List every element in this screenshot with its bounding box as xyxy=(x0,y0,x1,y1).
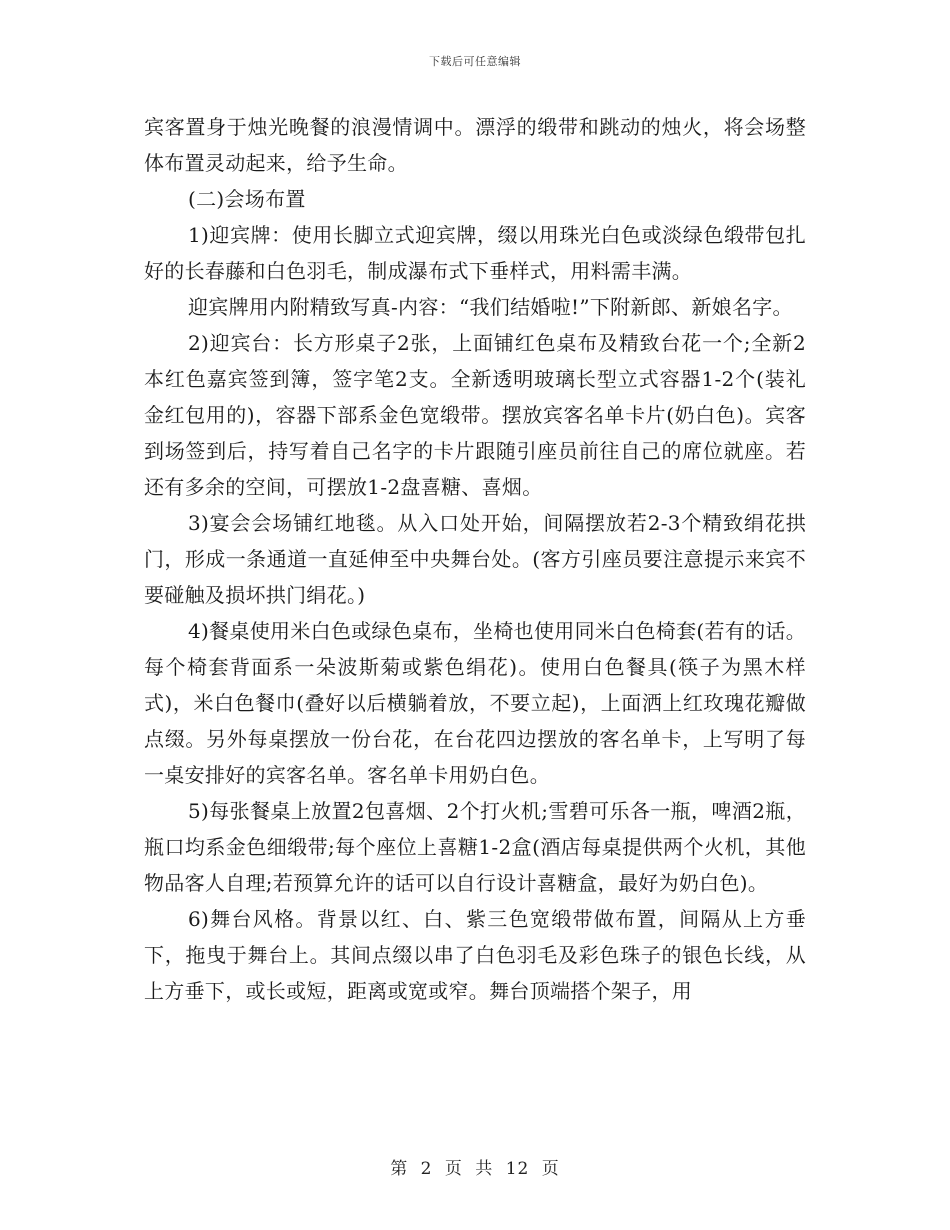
page-header: 下载后可任意编辑 xyxy=(429,55,521,68)
paragraph-red-carpet: 3)宴会会场铺红地毯。从入口处开始，间隔摆放若2-3个精致绢花拱门，形成一条通道一直延伸至中央舞台处。(客方引座员要注意提示来宾不要碰触及损坏拱门绢花。) xyxy=(144,511,806,607)
document-body xyxy=(144,109,806,1009)
paragraph-welcome-sign-content: 迎宾牌用内附精致写真-内容：“我们结婚啦!”下附新郎、新娘名字。 xyxy=(188,295,793,319)
paragraph-dining-tables: 4)餐桌使用米白色或绿色桌布，坐椅也使用同米白色椅套(若有的话。每个椅套背面系一朵波斯菊或紫色绢花)。使用白色餐具(筷子为黑木样式)，米白色餐巾(叠好以后横躺着放，不要立起)，上面洒上红玫瑰花瓣做点缀。另外每桌摆放一份台花，在台花四边摆放的客名单卡，上写明了每一桌安排好的宾客名单。客名单卡用奶白色。 xyxy=(144,619,806,787)
section-heading-venue-layout: (二)会场布置 xyxy=(188,187,306,211)
paragraph-welcome-desk: 2)迎宾台：长方形桌子2张，上面铺红色桌布及精致台花一个;全新2本红色嘉宾签到簿，签字笔2支。全新透明玻璃长型立式容器1-2个(装礼金红包用的)，容器下部系金色宽缎带。摆放宾客名单卡片(奶白色)。宾客到场签到后，持写着自己名字的卡片跟随引座员前往自己的席位就座。若还有多余的空间，可摆放1-2盘喜糖、喜烟。 xyxy=(144,331,806,499)
paragraph-table-items: 5)每张餐桌上放置2包喜烟、2个打火机;雪碧可乐各一瓶，啤酒2瓶，瓶口均系金色细缎带;每个座位上喜糖1-2盒(酒店每桌提供两个火机，其他物品客人自理;若预算允许的话可以自行设计喜糖盒，最好为奶白色)。 xyxy=(144,799,806,895)
page-number-footer: 第 2 页 共 12 页 xyxy=(390,1159,560,1179)
paragraph-intro-continuation: 宾客置身于烛光晚餐的浪漫情调中。漂浮的缎带和跳动的烛火，将会场整体布置灵动起来，给予生命。 xyxy=(144,115,806,175)
paragraph-welcome-sign: 1)迎宾牌：使用长脚立式迎宾牌，缀以用珠光白色或淡绿色缎带包扎好的长春藤和白色羽毛，制成瀑布式下垂样式，用料需丰满。 xyxy=(144,223,806,283)
paragraph-stage-style: 6)舞台风格。背景以红、白、紫三色宽缎带做布置，间隔从上方垂下，拖曳于舞台上。其间点缀以串了白色羽毛及彩色珠子的银色长线，从上方垂下，或长或短，距离或宽或窄。舞台顶端搭个架子，用 xyxy=(144,907,806,1003)
